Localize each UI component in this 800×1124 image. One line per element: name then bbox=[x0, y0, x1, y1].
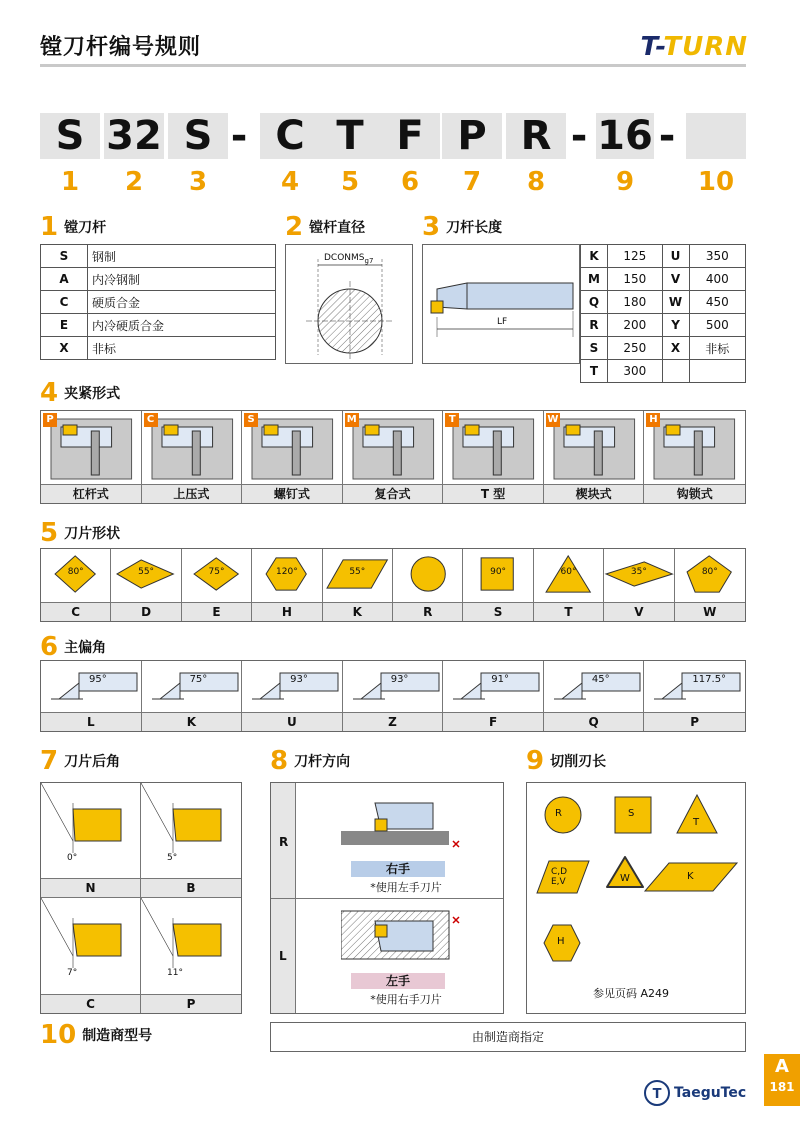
section-9-header: 9 切削刃长 bbox=[526, 746, 607, 776]
clamp-label: 螺钉式 bbox=[242, 484, 342, 503]
section-2-header: 2 镗杆直径 bbox=[285, 212, 366, 242]
length-code: R bbox=[581, 314, 608, 337]
shape-s: S bbox=[628, 808, 635, 819]
section-7-header: 7 刀片后角 bbox=[40, 746, 121, 776]
lead-angle-drawing bbox=[142, 661, 243, 711]
insert-shape-grid bbox=[40, 548, 746, 622]
lead-angle-label: Q bbox=[544, 712, 644, 731]
insert-angle: 60° bbox=[560, 567, 577, 577]
lead-angle-value: 117.5° bbox=[692, 674, 727, 685]
insert-shape-C bbox=[41, 549, 111, 621]
insert-angle: 75° bbox=[208, 567, 225, 577]
dconms-label: $DCONMS_{g7}$ bbox=[324, 253, 374, 265]
section-5-header: 5 刀片形状 bbox=[40, 518, 121, 548]
code-number-2: 2 bbox=[124, 167, 144, 197]
lead-angle-value: 45° bbox=[591, 674, 610, 685]
material-desc: 非标 bbox=[88, 337, 276, 360]
length-value: 300 bbox=[608, 360, 663, 383]
clearance-label: N bbox=[41, 878, 140, 897]
length-code: S bbox=[581, 337, 608, 360]
section-1-header: 1 镗刀杆 bbox=[40, 212, 107, 242]
material-code: S bbox=[41, 245, 88, 268]
clamp-上压式 bbox=[142, 411, 243, 503]
length-value bbox=[689, 360, 745, 383]
clearance-N bbox=[41, 783, 141, 898]
lead-angle-label: P bbox=[644, 712, 745, 731]
right-hand-note: *使用左手刀片 bbox=[370, 881, 442, 894]
insert-shape-label: W bbox=[675, 602, 745, 621]
code-number-4: 4 bbox=[280, 167, 300, 197]
code-box-3: S bbox=[168, 113, 228, 159]
clamp-label: 复合式 bbox=[343, 484, 443, 503]
clamp-label: T 型 bbox=[443, 484, 543, 503]
section-8-header: 8 刀杆方向 bbox=[270, 746, 351, 776]
code-box-6: F bbox=[380, 113, 440, 159]
insert-shape-V bbox=[604, 549, 674, 621]
material-desc: 钢制 bbox=[88, 245, 276, 268]
svg-text:T: T bbox=[652, 1087, 662, 1102]
insert-angle: 120° bbox=[276, 567, 298, 577]
insert-shape-K bbox=[323, 549, 393, 621]
material-code: E bbox=[41, 314, 88, 337]
code-box-10 bbox=[686, 113, 746, 159]
length-code: Q bbox=[581, 291, 608, 314]
clearance-grid bbox=[40, 782, 242, 1014]
code-number-3: 3 bbox=[188, 167, 208, 197]
clearance-drawing bbox=[41, 783, 141, 879]
page-title: 镗刀杆编号规则 bbox=[40, 35, 202, 60]
insert-angle: 80° bbox=[701, 567, 718, 577]
left-hand-label: 左手 bbox=[351, 973, 445, 989]
code-dash: - bbox=[570, 113, 588, 159]
clamp-label: 钩锁式 bbox=[644, 484, 745, 503]
clearance-angle: 0° bbox=[67, 853, 78, 863]
bar-material-row bbox=[41, 337, 276, 360]
clamp-钩锁式 bbox=[644, 411, 745, 503]
clamping-grid bbox=[40, 410, 746, 504]
clamp-tag: S bbox=[244, 413, 258, 427]
insert-shape-label: H bbox=[252, 602, 321, 621]
clearance-drawing bbox=[41, 898, 141, 994]
clamp-复合式 bbox=[343, 411, 444, 503]
insert-shape-label: K bbox=[323, 602, 392, 621]
section-4-header: 4 夹紧形式 bbox=[40, 378, 121, 408]
lead-angle-drawing bbox=[443, 661, 544, 711]
page-reference: 参见页码 A249 bbox=[593, 987, 670, 1000]
length-code: V bbox=[662, 268, 689, 291]
section-1-table bbox=[40, 244, 276, 360]
length-value: 450 bbox=[689, 291, 745, 314]
length-value: 500 bbox=[689, 314, 745, 337]
code-box-7: P bbox=[442, 113, 502, 159]
length-code: K bbox=[581, 245, 608, 268]
lead-angle-U bbox=[242, 661, 343, 731]
manufacturer-note: 由制造商指定 bbox=[270, 1022, 746, 1052]
length-value: 200 bbox=[608, 314, 663, 337]
clamp-螺钉式 bbox=[242, 411, 343, 503]
clearance-B bbox=[141, 783, 241, 898]
length-row bbox=[581, 337, 746, 360]
lead-angle-label: K bbox=[142, 712, 242, 731]
length-value: 400 bbox=[689, 268, 745, 291]
direction-r: R bbox=[279, 835, 289, 849]
material-code: C bbox=[41, 291, 88, 314]
insert-shape-D bbox=[111, 549, 181, 621]
length-code: U bbox=[662, 245, 689, 268]
lead-angle-label: F bbox=[443, 712, 543, 731]
clamp-tag: H bbox=[646, 413, 660, 427]
length-code: X bbox=[662, 337, 689, 360]
right-hand-label: 右手 bbox=[351, 861, 445, 877]
material-desc: 硬质合金 bbox=[88, 291, 276, 314]
clearance-C bbox=[41, 898, 141, 1013]
shape-k: K bbox=[687, 871, 694, 882]
shape-h: H bbox=[557, 936, 565, 947]
length-figure bbox=[422, 244, 580, 364]
lead-angle-F bbox=[443, 661, 544, 731]
lead-angle-grid bbox=[40, 660, 746, 732]
brand-logo: T-TURN bbox=[640, 32, 748, 62]
material-desc: 内冷钢制 bbox=[88, 268, 276, 291]
shape-cdev: C,D E,V bbox=[551, 867, 568, 887]
code-box-8: R bbox=[506, 113, 566, 159]
insert-angle: 35° bbox=[630, 567, 647, 577]
shape-r: R bbox=[555, 808, 562, 819]
insert-shape-label: E bbox=[182, 602, 251, 621]
insert-shape-label: V bbox=[604, 602, 673, 621]
right-hand-drawing bbox=[341, 795, 471, 857]
lead-angle-K bbox=[142, 661, 243, 731]
clearance-angle: 5° bbox=[167, 853, 178, 863]
clamp-杠杆式 bbox=[41, 411, 142, 503]
material-desc: 内冷硬质合金 bbox=[88, 314, 276, 337]
bar-material-row bbox=[41, 314, 276, 337]
clearance-angle: 7° bbox=[67, 968, 78, 978]
insert-shape-label: D bbox=[111, 602, 180, 621]
lead-angle-drawing bbox=[343, 661, 444, 711]
lead-angle-drawing bbox=[644, 661, 745, 711]
lead-angle-L bbox=[41, 661, 142, 731]
length-value: 250 bbox=[608, 337, 663, 360]
insert-shape-E bbox=[182, 549, 252, 621]
shape-t: T bbox=[693, 817, 700, 828]
edge-length-box bbox=[526, 782, 746, 1014]
length-value: 125 bbox=[608, 245, 663, 268]
code-dash: - bbox=[230, 113, 248, 159]
taegutec-logo-icon bbox=[644, 1080, 670, 1106]
clamp-label: 楔块式 bbox=[544, 484, 644, 503]
length-value: 150 bbox=[608, 268, 663, 291]
shape-w: W bbox=[620, 873, 630, 884]
code-number-8: 8 bbox=[526, 167, 546, 197]
left-hand-note: *使用右手刀片 bbox=[370, 993, 442, 1006]
direction-box bbox=[270, 782, 504, 1014]
length-value: 180 bbox=[608, 291, 663, 314]
length-code: W bbox=[662, 291, 689, 314]
clamp-tag: M bbox=[345, 413, 359, 427]
length-row bbox=[581, 268, 746, 291]
code-number-7: 7 bbox=[462, 167, 482, 197]
insert-shape-label: S bbox=[463, 602, 532, 621]
code-number-6: 6 bbox=[400, 167, 420, 197]
length-table bbox=[580, 244, 746, 383]
lead-angle-value: 95° bbox=[89, 674, 107, 685]
clamp-楔块式 bbox=[544, 411, 645, 503]
code-box-5: T bbox=[320, 113, 380, 159]
section-6-header: 6 主偏角 bbox=[40, 632, 107, 662]
clearance-drawing bbox=[141, 898, 241, 994]
clearance-label: B bbox=[141, 878, 241, 897]
lead-angle-P bbox=[644, 661, 745, 731]
clamp-T型 bbox=[443, 411, 544, 503]
code-box-1: S bbox=[40, 113, 100, 159]
clamp-tag: C bbox=[144, 413, 158, 427]
length-row bbox=[581, 245, 746, 268]
length-code: T bbox=[581, 360, 608, 383]
lead-angle-drawing bbox=[41, 661, 142, 711]
clamp-tag: T bbox=[445, 413, 459, 427]
diameter-figure bbox=[285, 244, 413, 364]
insert-R-icon bbox=[393, 549, 463, 601]
footer-brand: T TaeguTec bbox=[644, 1080, 746, 1106]
insert-shape-label: R bbox=[393, 602, 462, 621]
code-box-2: 32 bbox=[104, 113, 164, 159]
length-row bbox=[581, 360, 746, 383]
code-box-4: C bbox=[260, 113, 320, 159]
clearance-label: P bbox=[141, 994, 241, 1013]
clamp-tag: W bbox=[547, 414, 559, 425]
insert-shape-R bbox=[393, 549, 463, 621]
lead-angle-Z bbox=[343, 661, 444, 731]
length-code: M bbox=[581, 268, 608, 291]
code-number-9: 9 bbox=[615, 167, 635, 197]
insert-shape-label: C bbox=[41, 602, 110, 621]
left-hand-drawing bbox=[341, 907, 471, 969]
lead-angle-label: L bbox=[41, 712, 141, 731]
section-10-header: 10 制造商型号 bbox=[40, 1020, 153, 1050]
lead-angle-value: 75° bbox=[189, 674, 208, 685]
length-value: 350 bbox=[689, 245, 745, 268]
lf-label: LF bbox=[497, 317, 508, 327]
code-number-5: 5 bbox=[340, 167, 360, 197]
insert-angle: 55° bbox=[138, 567, 155, 577]
code-dash: - bbox=[658, 113, 676, 159]
code-number-1: 1 bbox=[60, 167, 80, 197]
code-number-10: 10 bbox=[697, 167, 735, 197]
lead-angle-drawing bbox=[242, 661, 343, 711]
lead-angle-value: 93° bbox=[290, 674, 308, 685]
length-value: 非标 bbox=[689, 337, 745, 360]
insert-shape-S bbox=[463, 549, 533, 621]
insert-angle: 90° bbox=[490, 567, 507, 577]
lead-angle-value: 91° bbox=[491, 674, 510, 685]
clearance-P bbox=[141, 898, 241, 1013]
clamp-label: 杠杆式 bbox=[41, 484, 141, 503]
length-code: Y bbox=[662, 314, 689, 337]
lead-angle-Q bbox=[544, 661, 645, 731]
code-box-9: 16 bbox=[597, 113, 653, 159]
clamp-tag: P bbox=[43, 413, 57, 427]
length-code bbox=[662, 360, 689, 383]
page-tab: A 181 bbox=[764, 1054, 800, 1106]
material-code: X bbox=[41, 337, 88, 360]
insert-angle: 55° bbox=[349, 567, 366, 577]
insert-shape-label: T bbox=[534, 602, 603, 621]
clearance-drawing bbox=[141, 783, 241, 879]
lead-angle-label: U bbox=[242, 712, 342, 731]
bar-material-row bbox=[41, 268, 276, 291]
clearance-angle: 11° bbox=[167, 968, 183, 978]
length-row bbox=[581, 314, 746, 337]
material-code: A bbox=[41, 268, 88, 291]
section-3-header: 3 刀杆长度 bbox=[422, 212, 503, 242]
title-divider bbox=[40, 64, 746, 67]
lead-angle-label: Z bbox=[343, 712, 443, 731]
insert-shape-H bbox=[252, 549, 322, 621]
bar-material-row bbox=[41, 291, 276, 314]
lead-angle-value: 93° bbox=[390, 674, 409, 685]
clearance-label: C bbox=[41, 994, 140, 1013]
lead-angle-drawing bbox=[544, 661, 645, 711]
insert-shape-T bbox=[534, 549, 604, 621]
clamp-label: 上压式 bbox=[142, 484, 242, 503]
insert-shape-W bbox=[675, 549, 745, 621]
insert-angle: 80° bbox=[67, 567, 84, 577]
length-row bbox=[581, 291, 746, 314]
bar-material-row bbox=[41, 245, 276, 268]
direction-l: L bbox=[279, 949, 287, 963]
